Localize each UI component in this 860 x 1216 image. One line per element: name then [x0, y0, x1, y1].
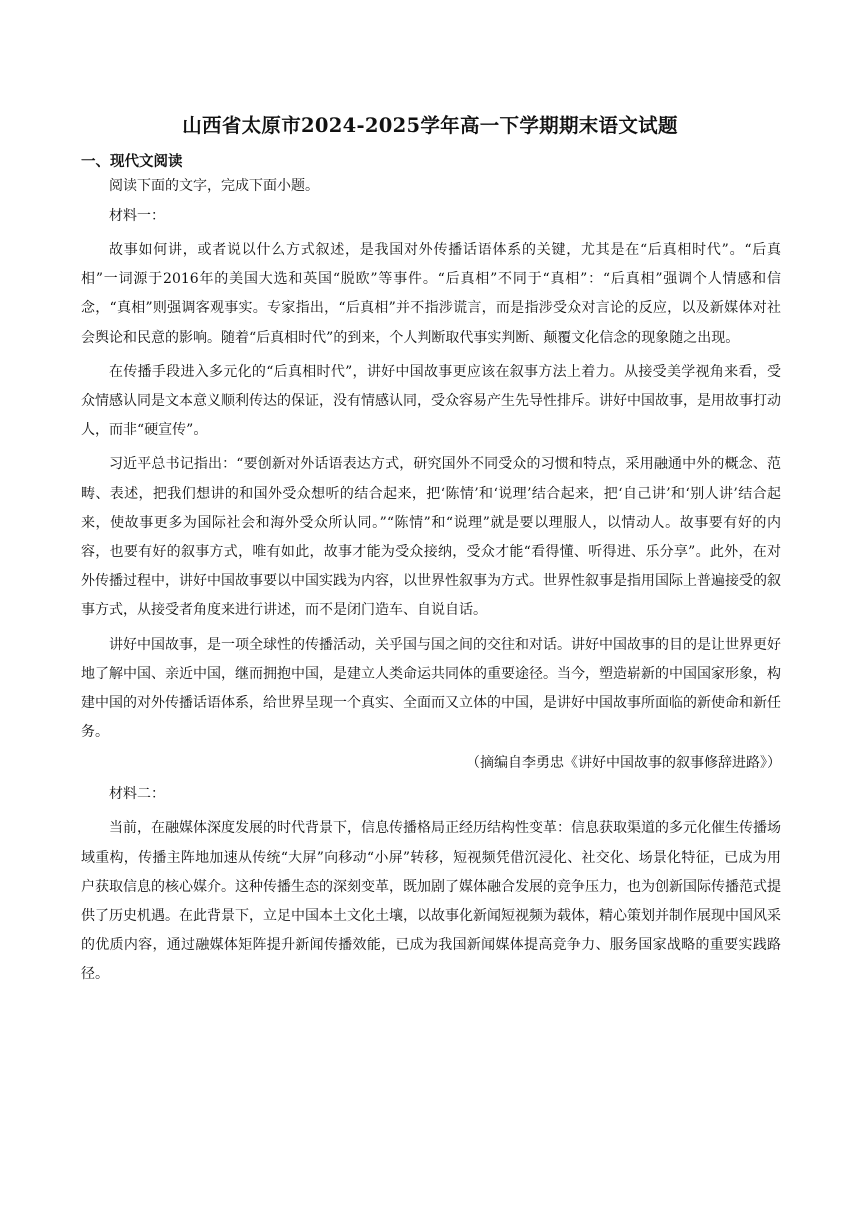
- document-title: 山西省太原市2024-2025学年高一下学期期末语文试题: [182, 114, 678, 137]
- material-one-label: 材料一：: [109, 208, 165, 224]
- material-two-label: 材料二：: [109, 786, 165, 803]
- instruction-text: 阅读下面的文字，完成下面小题。: [109, 178, 319, 194]
- material-two-paragraph-1: 当前，在融媒体深度发展的时代背景下，信息传播格局正经历结构性变革：信息获取渠道的多元化催生传播场域重构，传播主阵地加速从传统“大屏”向移动“小屏”转移，短视频凭借沉浸化、社交化、场景化特征，已成为用户获取信息的核心媒介。这种传播生态的深刻变革，既加剧了媒体融合发展的竞争压力，也为创新国际传播范式提供了历史机遇。在此背景下，立足中国本土文化土壤，以故事化新闻短视频为载体，精心策划并制作展现中国风采的优质内容，通过融媒体矩阵提升新闻传播效能，已成为我国新闻媒体提高竞争力、服务国家战略的重要实践路径。: [81, 820, 781, 983]
- material-one-source: （摘编自李勇忠《讲好中国故事的叙事修辞进路》）: [466, 755, 781, 772]
- section-heading: 一、现代文阅读: [81, 153, 183, 170]
- material-one-paragraph-2: 在传播手段进入多元化的“后真相时代”，讲好中国故事更应该在叙事方法上着力。从接受美学视角来看，受众情感认同是文本意义顺利传达的保证，没有情感认同，受众容易产生先导性排斥。讲好中国故事，是用故事打动人，而非“硬宣传”。: [81, 363, 781, 439]
- material-one-paragraph-1: 故事如何讲，或者说以什么方式叙述，是我国对外传播话语体系的关键，尤其是在“后真相时代”。“后真相”一词源于2016年的美国大选和英国“脱欧”等事件。“后真相”不同于“真相”：“后真相”强调个人情感和信念，“真相”则强调客观事实。专家指出，“后真相”并不指涉谎言，而是指涉受众对言论的反应，以及新媒体对社会舆论和民意的影响。随着“后真相时代”的到来，个人判断取代事实判断、颠覆文化信念的现象随之出现。: [81, 242, 781, 346]
- document-body: [81, 152, 781, 995]
- material-one-paragraph-3: 习近平总书记指出：“要创新对外话语表达方式，研究国外不同受众的习惯和特点，采用融通中外的概念、范畴、表述，把我们想讲的和国外受众想听的结合起来，把‘陈情’和‘说理’结合起来，把‘自己讲’和‘别人讲’结合起来，使故事更多为国际社会和海外受众所认同。”“陈情”和“说理”就是要以理服人，以情动人。故事要有好的内容，也要有好的叙事方式，唯有如此，故事才能为受众接纳，受众才能“看得懂、听得进、乐分享”。此外，在对外传播过程中，讲好中国故事要以中国实践为内容，以世界性叙事为方式。世界性叙事是指用国际上普遍接受的叙事方式，从接受者角度来进行讲述，而不是闭门造车、自说自话。: [81, 456, 781, 619]
- material-one-paragraph-4: 讲好中国故事，是一项全球性的传播活动，关乎国与国之间的交往和对话。讲好中国故事的目的是让世界更好地了解中国、亲近中国，继而拥抱中国，是建立人类命运共同体的重要途径。当今，塑造崭新的中国国家形象，构建中国的对外传播话语体系，给世界呈现一个真实、全面而又立体的中国，是讲好中国故事所面临的新使命和新任务。: [81, 636, 781, 741]
